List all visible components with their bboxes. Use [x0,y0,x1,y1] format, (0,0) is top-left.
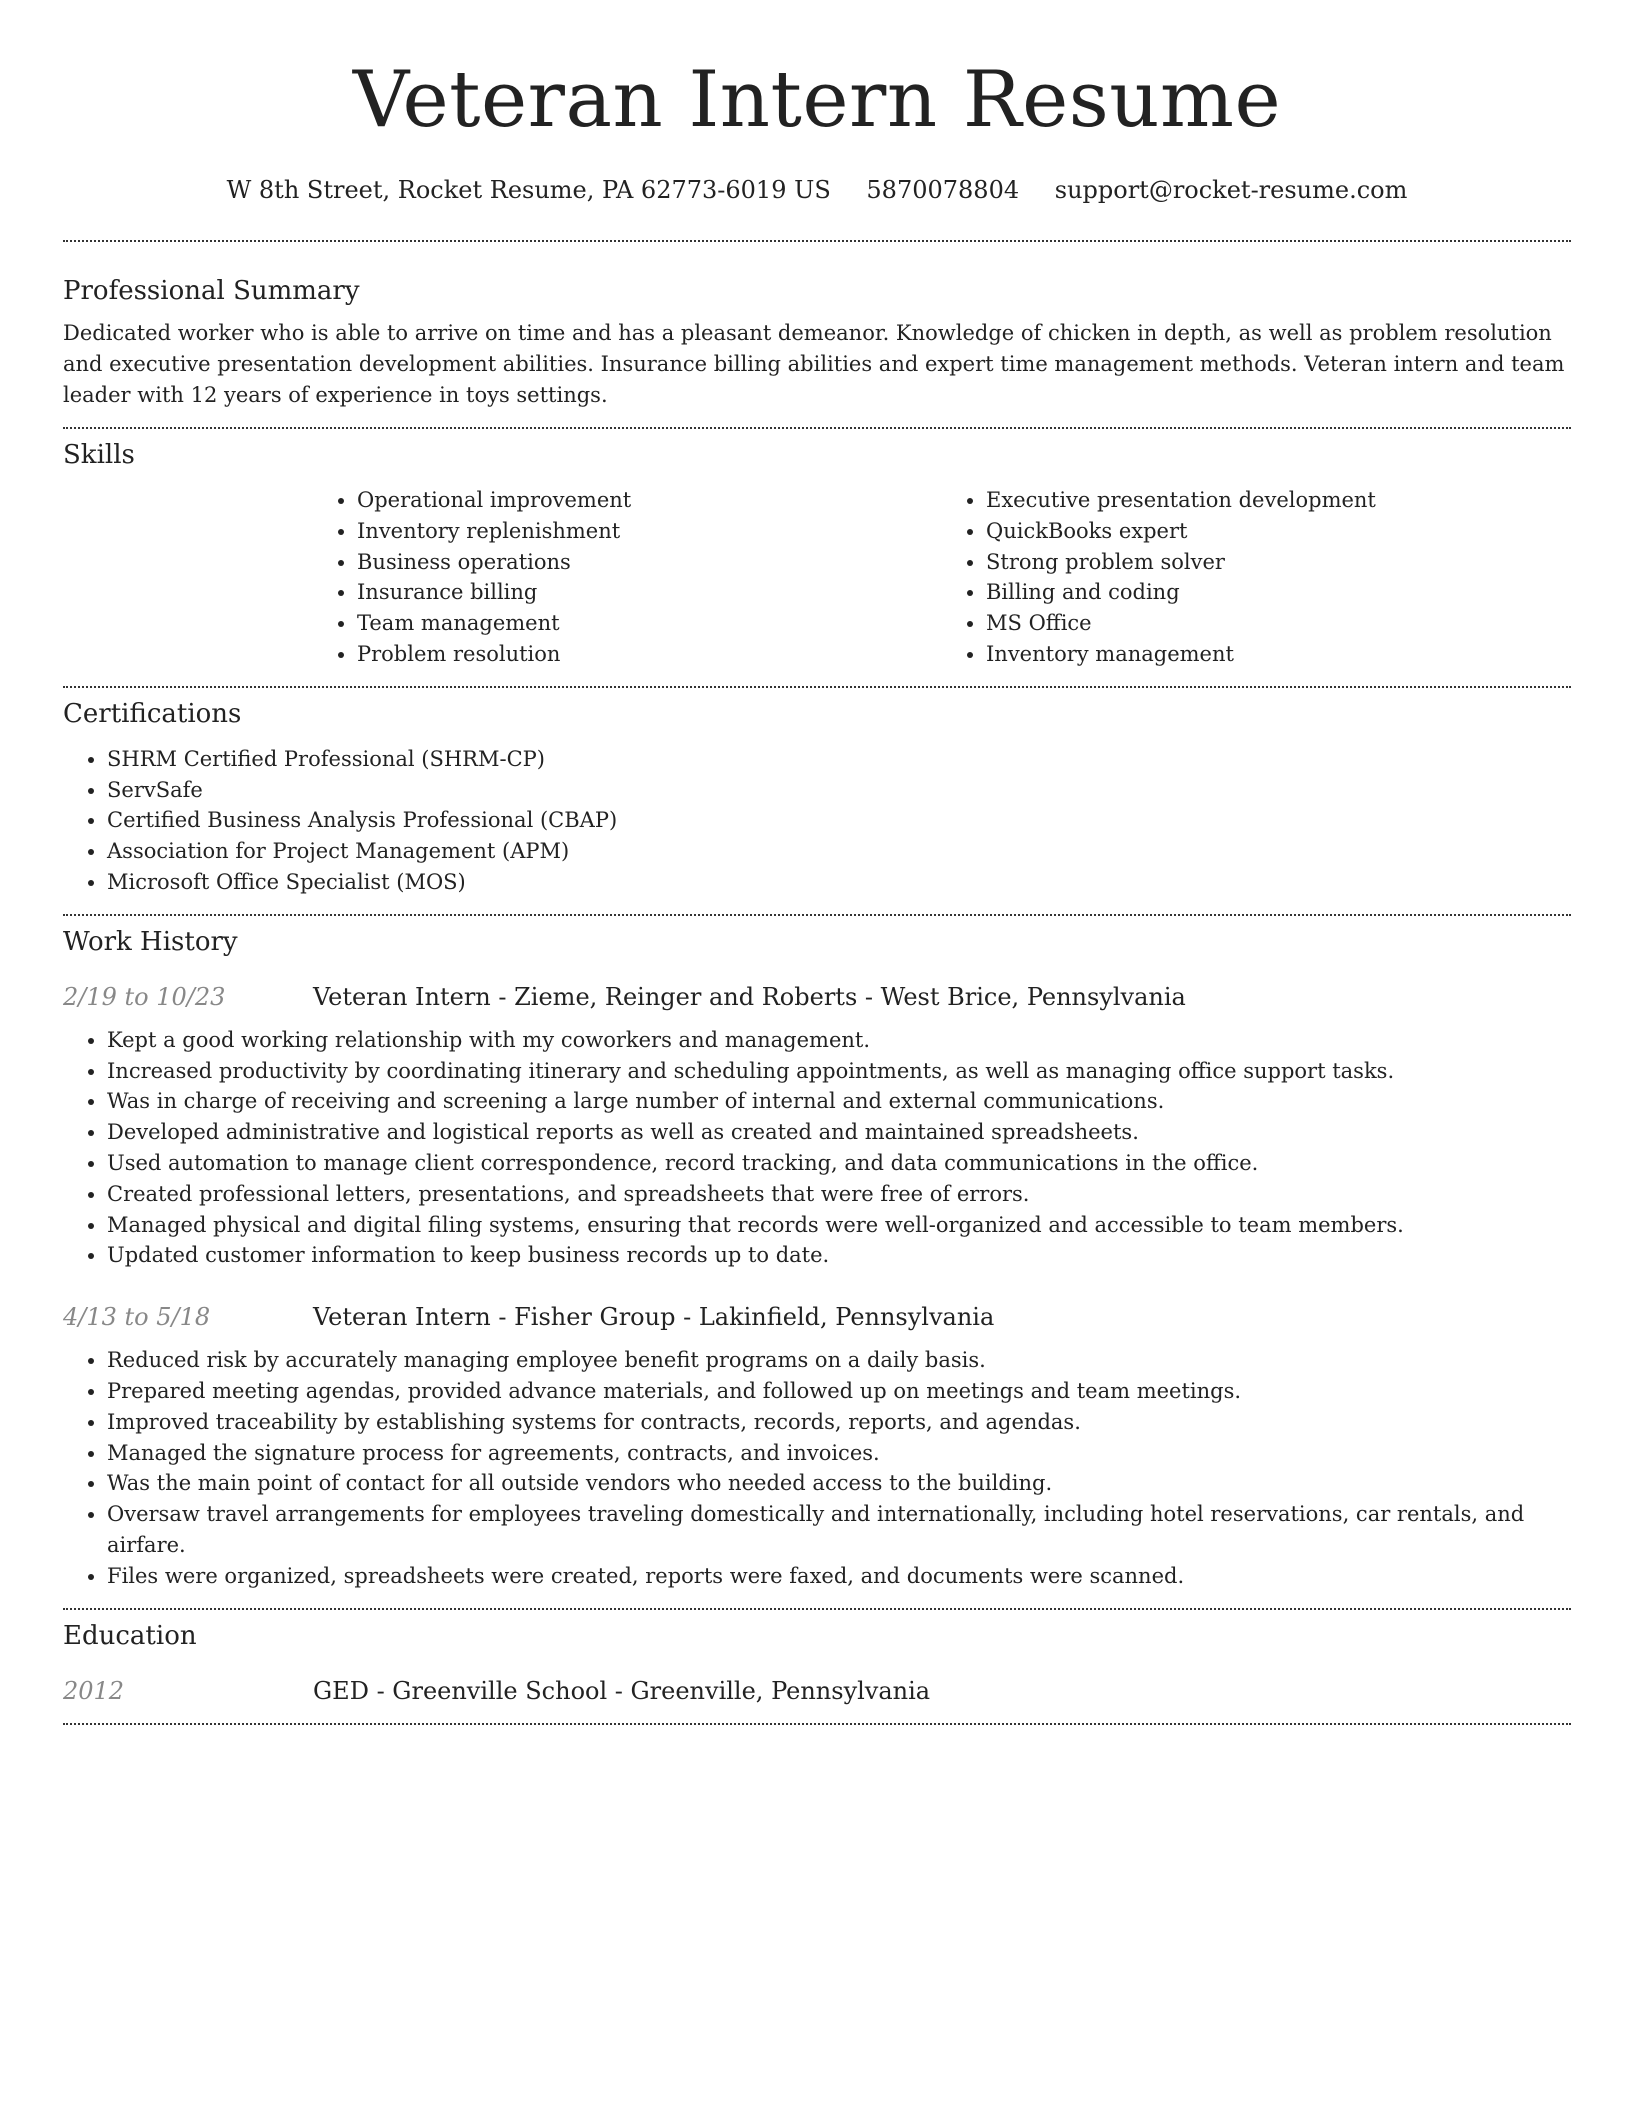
duty-item: • Increased productivity by coordinating itinerary and scheduling appointments, as well as managing office support tasks. [107,1056,1571,1087]
job-header [63,1301,1571,1333]
skill-item: • MS Office [986,608,1571,639]
skill-item: • Executive presentation development [986,485,1571,516]
skill-item: • Team management [357,608,942,639]
duty-item: • Was in charge of receiving and screening a large number of internal and external communications. [107,1086,1571,1117]
certification-item: • SHRM Certified Professional (SHRM-CP) [107,744,1571,775]
contact-address: W 8th Street, Rocket Resume, PA 62773-6019 US [226,176,831,204]
job-duties [63,1025,1571,1271]
skill-item: • Inventory replenishment [357,516,942,547]
certification-item: • Association for Project Management (APM) [107,836,1571,867]
duty-item: • Managed the signature process for agreements, contracts, and invoices. [107,1438,1571,1469]
skill-item: • Billing and coding [986,577,1571,608]
skill-item: • QuickBooks expert [986,516,1571,547]
summary-text: Dedicated worker who is able to arrive on time and has a pleasant demeanor. Knowledge of chicken in depth, as well as problem resolution and executive presentation development abilities. Insurance billing abilities and expert time management methods. Veteran intern and team leader with 12 years of experience in toys settings. [63,321,1565,407]
certifications-heading: Certifications [63,698,242,729]
job-duties [63,1345,1571,1591]
duty-item: • Reduced risk by accurately managing employee benefit programs on a daily basis. [107,1345,1571,1376]
duty-item: • Developed administrative and logistical reports as well as created and maintained spreadsheets. [107,1117,1571,1148]
contact-email: support@rocket-resume.com [1054,176,1408,204]
resume-title: Veteran Intern Resume [352,55,1282,145]
contact-phone: 5870078804 [866,176,1020,204]
work-history-section [63,916,1571,1608]
contact-line [63,174,1571,206]
duty-item: • Improved traceability by establishing systems for contracts, records, reports, and agendas. [107,1407,1571,1438]
job-header [63,981,1571,1013]
skills-list-right [942,485,1571,670]
education-title: GED - Greenville School - Greenville, Pennsylvania [313,1676,931,1705]
job-dates: 2/19 to 10/23 [63,982,226,1011]
education-section [63,1610,1571,1723]
duty-item: • Prepared meeting agendas, provided advance materials, and followed up on meetings and team meetings. [107,1376,1571,1407]
certification-item: • Certified Business Analysis Professional (CBAP) [107,805,1571,836]
summary-heading: Professional Summary [63,276,360,306]
education-heading: Education [63,1620,197,1651]
job-title: Veteran Intern - Fisher Group - Lakinfield, Pennsylvania [313,1303,995,1332]
work-history-heading: Work History [63,926,238,957]
skill-item: • Inventory management [986,639,1571,670]
duty-item: • Used automation to manage client correspondence, record tracking, and data communications in the office. [107,1148,1571,1179]
education-date: 2012 [63,1676,125,1705]
duty-item: • Oversaw travel arrangements for employees traveling domestically and internationally, including hotel reservations, car rentals, and airfare. [107,1499,1571,1561]
certifications-section [63,688,1571,914]
duty-item: • Was the main point of contact for all outside vendors who needed access to the building. [107,1468,1571,1499]
certification-item: • Microsoft Office Specialist (MOS) [107,867,1571,898]
duty-item: • Kept a good working relationship with my coworkers and management. [107,1025,1571,1056]
resume-header [63,0,1571,206]
education-entry [63,1675,1571,1707]
section-divider [63,1723,1571,1725]
skill-item: • Strong problem solver [986,547,1571,578]
skills-section [63,429,1571,686]
summary-section [63,242,1571,427]
skill-item: • Operational improvement [357,485,942,516]
job-dates: 4/13 to 5/18 [63,1303,211,1332]
certification-item: • ServSafe [107,775,1571,806]
skill-item: • Insurance billing [357,577,942,608]
duty-item: • Updated customer information to keep business records up to date. [107,1240,1571,1271]
job-title: Veteran Intern - Zieme, Reinger and Roberts - West Brice, Pennsylvania [313,982,1186,1011]
skill-item: • Business operations [357,547,942,578]
job-entry [63,981,1571,1271]
job-entry [63,1301,1571,1591]
duty-item: • Created professional letters, presentations, and spreadsheets that were free of errors. [107,1179,1571,1210]
skills-heading: Skills [63,440,135,470]
skills-list-left [313,485,942,670]
certifications-list [63,744,1571,898]
duty-item: • Managed physical and digital filing systems, ensuring that records were well-organized and accessible to team members. [107,1210,1571,1241]
skill-item: • Problem resolution [357,639,942,670]
skills-columns [313,485,1571,670]
duty-item: • Files were organized, spreadsheets were created, reports were faxed, and documents were scanned. [107,1561,1571,1592]
